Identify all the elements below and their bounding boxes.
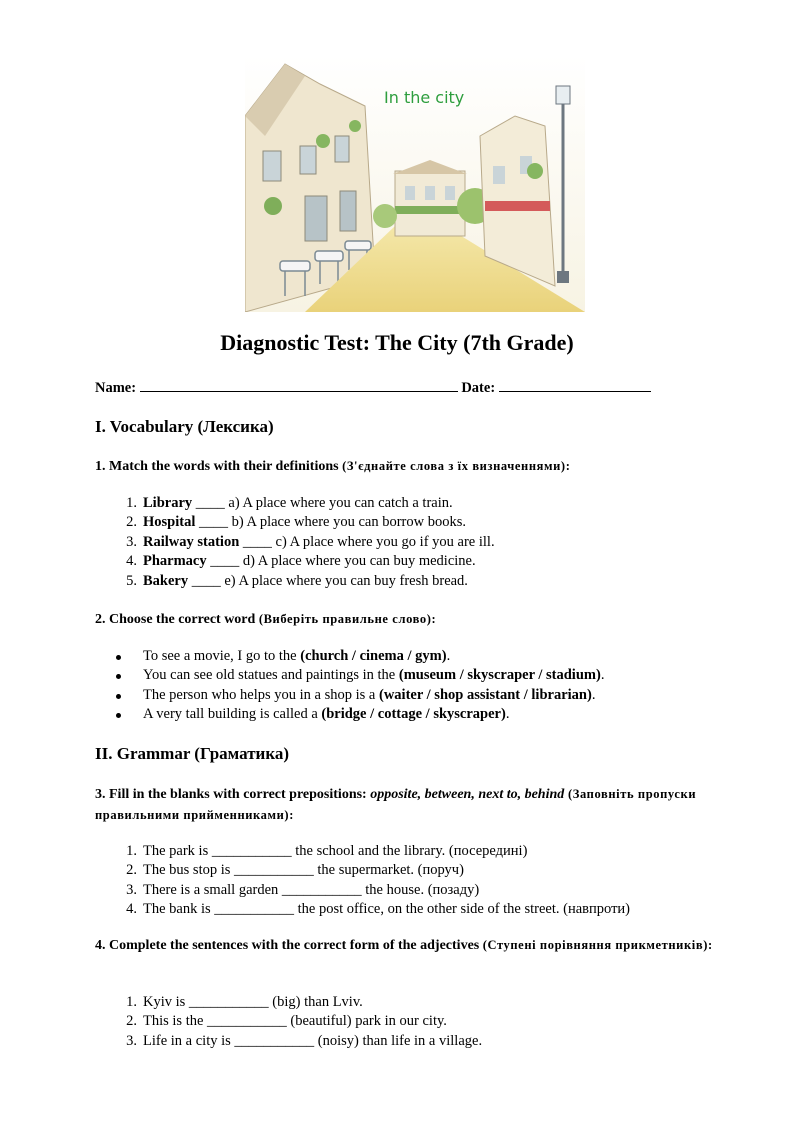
list-item: 1. Library ____ a) A place where you can catch a train. [126, 495, 453, 511]
list-item: 5. Bakery ____ e) A place where you can buy fresh bread. [126, 572, 468, 589]
list-item: 2. The bus stop is ___________ the supermarket. (поруч) [126, 862, 464, 879]
bullet-icon [116, 713, 121, 718]
list-item: 2. This is the ___________ (beautiful) park in our city. [126, 1013, 447, 1030]
date-label: Date: [461, 380, 496, 396]
section-vocabulary-heading: I. Vocabulary (Лексика) [95, 417, 274, 436]
list-item: 4. Pharmacy ____ d) A place where you can buy medicine. [126, 553, 476, 570]
name-date-line [95, 379, 651, 397]
bullet-icon [116, 674, 121, 679]
question-1-prompt: 1. Match the words with their definitions (З'єднайте слова з їх визначеннями): [95, 459, 571, 474]
section-grammar-heading: II. Grammar (Граматика) [95, 744, 290, 763]
list-item: 3. Railway station ____ c) A place where you go if you are ill. [126, 533, 495, 550]
question-4-prompt: 4. Complete the sentences with the correct form of the adjectives (Ступені порівняння прикметників): [95, 938, 713, 953]
illustration-caption: In the city [384, 88, 465, 107]
question-2-list [95, 647, 735, 725]
name-field[interactable] [140, 379, 458, 392]
name-label: Name: [95, 380, 137, 396]
question-3-prompt: 3. Fill in the blanks with correct prepositions: opposite, between, next to, behind (Заповніть пропуски правильними прийменниками): [95, 787, 697, 822]
question-3-list [95, 842, 735, 920]
bullet-icon [116, 694, 121, 699]
list-item: A very tall building is called a (bridge / cottage / skyscraper). [95, 705, 735, 724]
page-title: Diagnostic Test: The City (7th Grade) [220, 330, 574, 355]
list-item: 3. Life in a city is ___________ (noisy) than life in a village. [126, 1032, 483, 1049]
list-item: The person who helps you in a shop is a (waiter / shop assistant / librarian). [95, 686, 735, 705]
list-item: To see a movie, I go to the (church / cinema / gym). [95, 647, 735, 666]
list-item: 1. The park is ___________ the school and the library. (посередині) [126, 843, 528, 859]
list-item: You can see old statues and paintings in the (museum / skyscraper / stadium). [95, 666, 735, 685]
date-field[interactable] [499, 379, 651, 392]
list-item: 3. There is a small garden ___________ the house. (позаду) [126, 881, 480, 898]
question-4-list [95, 993, 735, 1051]
list-item: 2. Hospital ____ b) A place where you can borrow books. [126, 514, 466, 531]
bullet-icon [116, 655, 121, 660]
question-2-prompt: 2. Choose the correct word (Виберіть правильне слово): [95, 612, 437, 627]
list-item: 1. Kyiv is ___________ (big) than Lviv. [126, 994, 363, 1010]
list-item: 4. The bank is ___________ the post office, on the other side of the street. (навпроти) [126, 901, 631, 918]
question-1-list [95, 494, 735, 591]
